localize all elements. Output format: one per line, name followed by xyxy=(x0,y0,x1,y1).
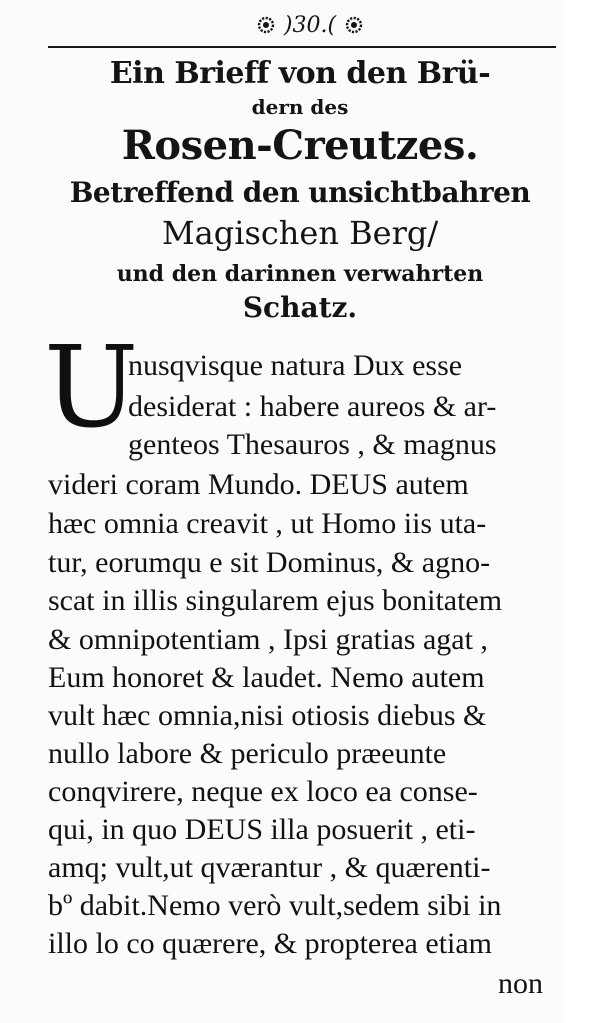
title-line-6: und den darinnen verwahrten xyxy=(116,261,484,287)
body-line: nusqvisque natura Dux esse xyxy=(128,349,463,382)
body-line: hæc omnia creavit , ut Homo iis uta- xyxy=(48,507,487,540)
body-line: tur, eorumqu e sit Dominus, & agno- xyxy=(48,546,491,579)
catchword: non xyxy=(498,967,543,1000)
body-line: nullo labore & periculo præeunte xyxy=(48,737,447,770)
body-line: & omnipotentiam , Ipsi gratias agat , xyxy=(48,623,488,656)
flower-ornament-icon xyxy=(345,16,363,34)
body-line: amq; vult,ut qværantur , & quærenti- xyxy=(48,851,491,884)
body-line: bº dabit.Nemo verò vult,sedem sibi in xyxy=(48,889,502,922)
body-line: scat in illis singularem ejus bonitatem xyxy=(48,584,503,617)
body-line: Eum honoret & laudet. Nemo autem xyxy=(48,661,485,694)
body-line: qui, in quo DEUS illa posuerit , eti- xyxy=(48,813,476,846)
body-line: vult hæc omnia,nisi otiosis diebus & xyxy=(48,699,487,732)
page-margin xyxy=(564,0,594,1023)
page-header xyxy=(60,12,560,40)
flower-ornament-icon xyxy=(257,16,275,34)
title-line-7: Schatz. xyxy=(242,291,358,324)
body-line: videri coram Mundo. DEUS autem xyxy=(48,468,469,501)
title-line-3: Rosen-Creutzes. xyxy=(121,122,479,169)
body-line: genteos Thesauros , & magnus xyxy=(128,428,497,461)
title-line-5: Magischen Berg/ xyxy=(161,214,439,252)
page-number: )30.( xyxy=(283,13,337,38)
body-line: conqvirere, neque ex loco ea conse- xyxy=(48,775,478,808)
title-line-1: Ein Brieff von den Brü- xyxy=(109,56,491,91)
body-line: desiderat : habere aureos & ar- xyxy=(128,390,497,423)
drop-cap: U xyxy=(44,323,139,453)
header-rule xyxy=(48,46,556,48)
title-line-4: Betreffend den unsichtbahren xyxy=(69,176,531,209)
title-line-2: dern des xyxy=(251,95,349,119)
body-line: illo lo co quærere, & propterea etiam xyxy=(48,927,493,960)
